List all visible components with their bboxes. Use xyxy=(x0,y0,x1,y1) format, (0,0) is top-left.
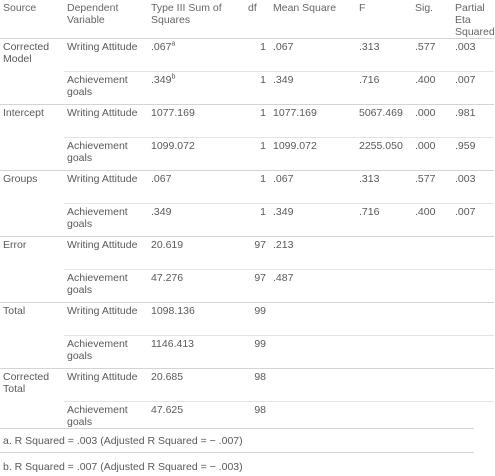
df-cell: 1 xyxy=(245,72,270,105)
source-cell: Groups xyxy=(0,171,64,237)
mean-square-cell: .487 xyxy=(270,270,356,303)
sum-of-squares-value: .349 xyxy=(151,74,172,86)
mean-square-cell: 1077.169 xyxy=(270,105,356,138)
sum-of-squares-value: .067 xyxy=(151,41,172,53)
dependent-variable-cell: Achievement goals xyxy=(64,204,148,237)
sum-of-squares-cell: .349 xyxy=(148,204,245,237)
dependent-variable-cell: Writing Attitude xyxy=(64,369,148,402)
sum-of-squares-cell: 1146.413 xyxy=(148,336,245,369)
source-cell: Error xyxy=(0,237,64,303)
sum-of-squares-cell: 47.276 xyxy=(148,270,245,303)
f-cell xyxy=(356,237,412,270)
df-cell: 99 xyxy=(245,336,270,369)
source-cell: Total xyxy=(0,303,64,369)
f-cell: .716 xyxy=(356,72,412,105)
partial-eta-cell: .003 xyxy=(452,171,494,204)
mean-square-cell: .349 xyxy=(270,72,356,105)
partial-eta-cell: .959 xyxy=(452,138,494,171)
partial-eta-cell: .007 xyxy=(452,72,494,105)
f-cell: 5067.469 xyxy=(356,105,412,138)
df-cell: 1 xyxy=(245,171,270,204)
sig-cell xyxy=(412,237,452,270)
partial-eta-cell: .981 xyxy=(452,105,494,138)
df-cell: 97 xyxy=(245,237,270,270)
dependent-variable-cell: Writing Attitude xyxy=(64,303,148,336)
footnote-marker: a xyxy=(171,40,176,48)
partial-eta-cell: .007 xyxy=(452,204,494,237)
dependent-variable-cell: Writing Attitude xyxy=(64,171,148,204)
table-body xyxy=(0,39,494,435)
mean-square-cell: 1099.072 xyxy=(270,138,356,171)
df-cell: 1 xyxy=(245,204,270,237)
table-row xyxy=(0,369,494,402)
dependent-variable-cell: Achievement goals xyxy=(64,72,148,105)
f-cell xyxy=(356,336,412,369)
sig-cell: .577 xyxy=(412,39,452,72)
sum-of-squares-cell: 1099.072 xyxy=(148,138,245,171)
mean-square-cell xyxy=(270,303,356,336)
table-row xyxy=(0,336,494,369)
header-mean-square: Mean Square xyxy=(270,0,356,39)
header-dependent-variable: Dependent Variable xyxy=(64,0,148,39)
dependent-variable-cell: Writing Attitude xyxy=(64,105,148,138)
f-cell xyxy=(356,369,412,402)
source-cell: Corrected Model xyxy=(0,39,64,105)
sig-cell xyxy=(412,336,452,369)
dependent-variable-cell: Writing Attitude xyxy=(64,39,148,72)
mean-square-cell xyxy=(270,369,356,402)
df-cell: 97 xyxy=(245,270,270,303)
f-cell: 2255.050 xyxy=(356,138,412,171)
sig-cell: .000 xyxy=(412,138,452,171)
table-row xyxy=(0,138,494,171)
partial-eta-cell xyxy=(452,336,494,369)
f-cell xyxy=(356,303,412,336)
table-row xyxy=(0,237,494,270)
table-row xyxy=(0,303,494,336)
sig-cell xyxy=(412,369,452,402)
table-row xyxy=(0,39,494,72)
df-cell: 1 xyxy=(245,39,270,72)
dependent-variable-cell: Writing Attitude xyxy=(64,237,148,270)
dependent-variable-cell: Achievement goals xyxy=(64,138,148,171)
source-cell: Intercept xyxy=(0,105,64,171)
mean-square-cell: .067 xyxy=(270,39,356,72)
table-row xyxy=(0,72,494,105)
partial-eta-cell xyxy=(452,237,494,270)
header-f: F xyxy=(356,0,412,39)
footnote-a: a. R Squared = .003 (Adjusted R Squared = − .007) xyxy=(0,428,474,450)
sum-of-squares-cell xyxy=(148,72,245,105)
f-cell: .716 xyxy=(356,204,412,237)
mean-square-cell: .213 xyxy=(270,237,356,270)
sig-cell xyxy=(412,270,452,303)
header-partial-eta-squared: Partial Eta Squared xyxy=(452,0,494,39)
dependent-variable-cell: Achievement goals xyxy=(64,336,148,369)
partial-eta-cell xyxy=(452,270,494,303)
source-cell: Corrected Total xyxy=(0,369,64,435)
header-df: df xyxy=(245,0,270,39)
dependent-variable-cell: Achievement goals xyxy=(64,270,148,303)
header-sig: Sig. xyxy=(412,0,452,39)
table-row xyxy=(0,270,494,303)
partial-eta-cell xyxy=(452,369,494,402)
df-cell: 1 xyxy=(245,138,270,171)
sum-of-squares-cell: .067 xyxy=(148,171,245,204)
df-cell: 99 xyxy=(245,303,270,336)
table-row xyxy=(0,204,494,237)
partial-eta-cell xyxy=(452,303,494,336)
header-source: Source xyxy=(0,0,64,39)
sig-cell xyxy=(412,303,452,336)
sig-cell: .577 xyxy=(412,171,452,204)
sig-cell: .400 xyxy=(412,204,452,237)
df-cell: 98 xyxy=(245,402,270,435)
f-cell: .313 xyxy=(356,39,412,72)
mean-square-cell: .349 xyxy=(270,204,356,237)
sum-of-squares-cell: 1098.136 xyxy=(148,303,245,336)
dependent-variable-cell: Achievement goals xyxy=(64,402,148,435)
header-sum-of-squares: Type III Sum of Squares xyxy=(148,0,245,39)
mean-square-cell: .067 xyxy=(270,171,356,204)
df-cell: 1 xyxy=(245,105,270,138)
sum-of-squares-cell: 47.625 xyxy=(148,402,245,435)
sum-of-squares-cell: 1077.169 xyxy=(148,105,245,138)
sum-of-squares-cell: 20.685 xyxy=(148,369,245,402)
sum-of-squares-cell xyxy=(148,39,245,72)
mean-square-cell xyxy=(270,336,356,369)
f-cell: .313 xyxy=(356,171,412,204)
header-row xyxy=(0,0,494,39)
f-cell xyxy=(356,270,412,303)
sig-cell: .400 xyxy=(412,72,452,105)
table-row xyxy=(0,171,494,204)
table-row xyxy=(0,105,494,138)
footnote-marker: b xyxy=(171,73,176,81)
sum-of-squares-cell: 20.619 xyxy=(148,237,245,270)
partial-eta-cell: .003 xyxy=(452,39,494,72)
sig-cell: .000 xyxy=(412,105,452,138)
footnote-b: b. R Squared = .007 (Adjusted R Squared = − .003) xyxy=(0,452,474,476)
df-cell: 98 xyxy=(245,369,270,402)
